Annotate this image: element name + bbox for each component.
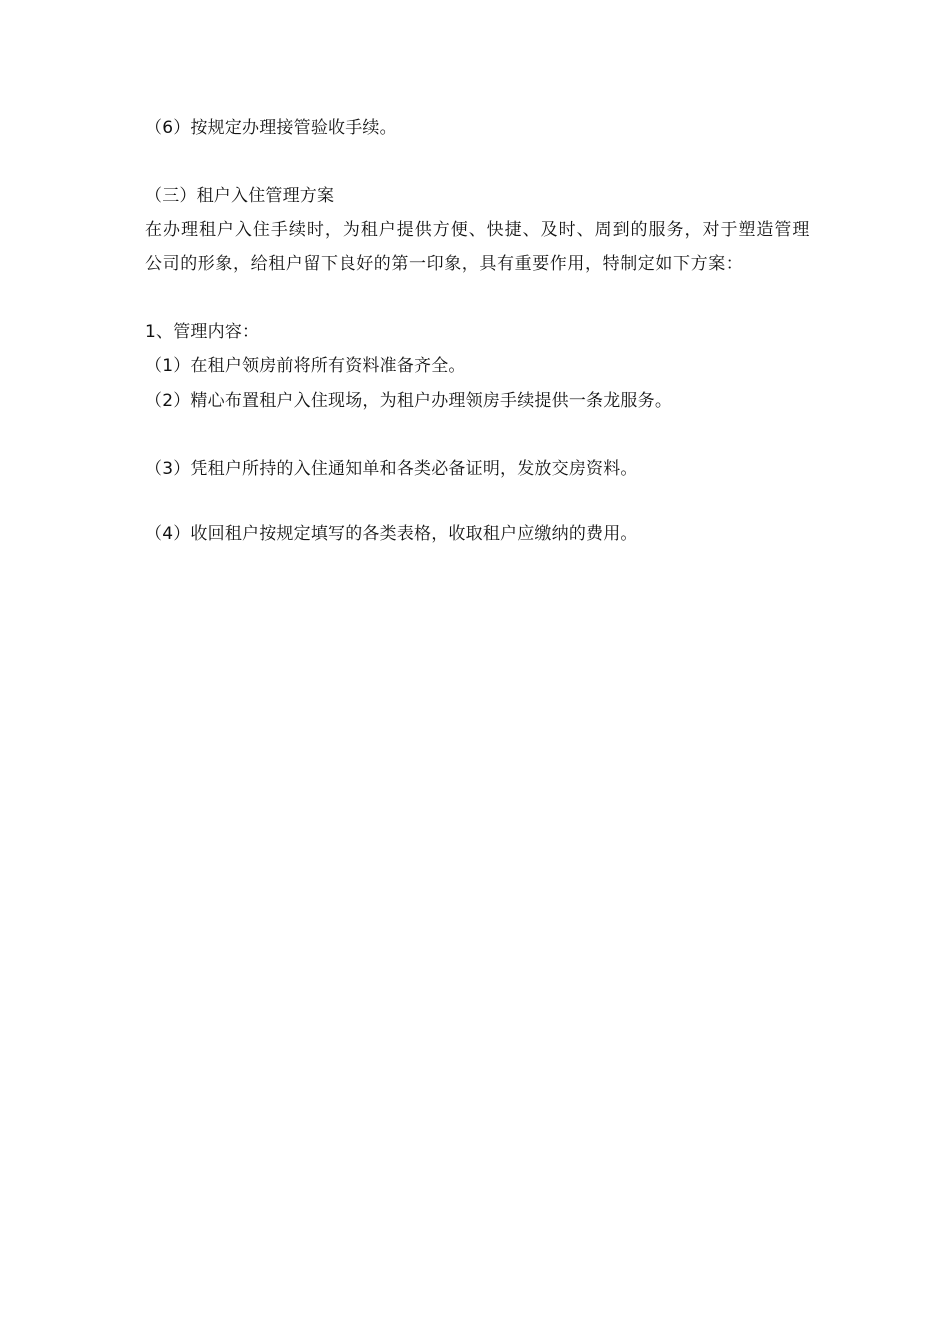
section-heading: （三）租户入住管理方案 [145, 186, 335, 206]
list-item: （2）精心布置租户入住现场，为租户办理领房手续提供一条龙服务。 [145, 391, 673, 411]
list-item: （3）凭租户所持的入住通知单和各类必备证明，发放交房资料。 [145, 459, 638, 479]
item-6-text: （6）按规定办理接管验收手续。 [145, 118, 397, 138]
content-heading: 1、管理内容： [145, 322, 260, 342]
list-item: （1）在租户领房前将所有资料准备齐全。 [145, 356, 466, 376]
list-item: （4）收回租户按规定填写的各类表格，收取租户应缴纳的费用。 [145, 524, 638, 544]
intro-paragraph: 在办理租户入住手续时，为租户提供方便、快捷、及时、周到的服务，对于塑造管理公司的形象，给租户留下良好的第一印象，具有重要作用，特制定如下方案： [145, 220, 810, 274]
